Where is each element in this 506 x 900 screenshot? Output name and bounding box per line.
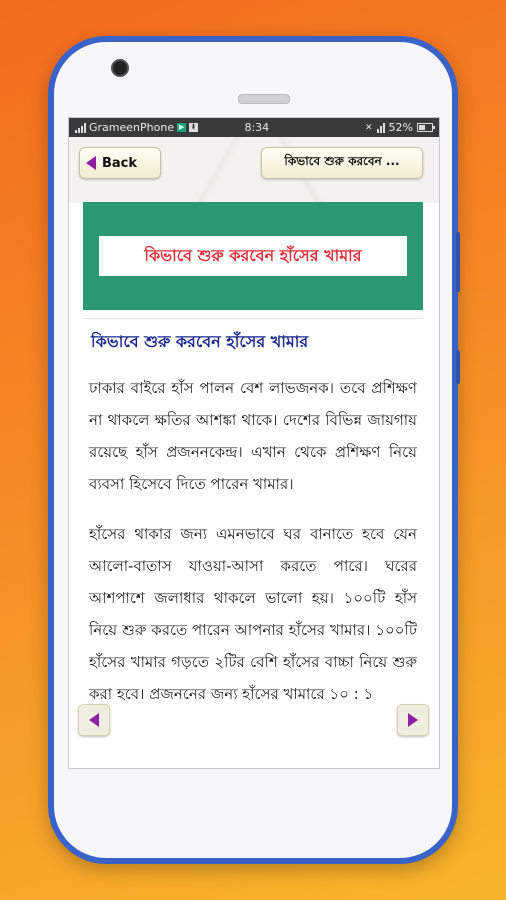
mute-icon: ✕: [365, 122, 373, 133]
status-time: 8:34: [244, 121, 270, 134]
article-body: [89, 372, 417, 728]
next-arrow-icon: [408, 713, 418, 727]
app-screen: [68, 117, 440, 769]
title-banner: [83, 202, 423, 310]
notification-icon: ▶: [178, 123, 185, 131]
banner-title: কিভাবে শুরু করবেন হাঁসের খামার: [99, 236, 407, 276]
carrier-name: GrameenPhone: [89, 121, 175, 134]
previous-page-button[interactable]: [78, 704, 110, 736]
paragraph: হাঁসের থাকার জন্য এমনভাবে ঘর বানাতে হবে যেন আলো-বাতাস যাওয়া-আসা করতে পারে। ঘরের আশপাশে জলাধার থাকলে ভালো হয়। ১০০টি হাঁস নিয়ে শুরু করতে পারেন আপনার হাঁসের খামার। ১০০টি হাঁসের খামার গড়তে ২টির বেশি হাঁসের বাচ্চা নিয়ে শুরু করা হবে। প্রজননের জন্য হাঁসের খামারে ১০ : ১: [89, 525, 417, 703]
app-toolbar: [69, 137, 439, 203]
chapter-title-button[interactable]: [261, 147, 423, 179]
battery-percent: 52%: [388, 121, 413, 134]
front-camera: [111, 59, 129, 77]
volume-button: [456, 232, 460, 292]
signal-icon: [75, 123, 86, 133]
next-page-button[interactable]: [397, 704, 429, 736]
previous-arrow-icon: [89, 713, 99, 727]
back-label: Back: [102, 155, 138, 171]
divider: [83, 318, 423, 319]
battery-icon: [417, 123, 433, 132]
back-arrow-icon: [86, 156, 96, 170]
status-bar: [69, 118, 439, 137]
download-icon: ⬇: [190, 123, 197, 131]
wifi-signal-icon: [377, 123, 385, 133]
chapter-title-label: কিভাবে শুরু করবেন ...: [284, 154, 400, 168]
power-button: [456, 350, 460, 384]
paragraph: ঢাকার বাইরে হাঁস পালন বেশ লাভজনক। তবে প্রশিক্ষণ না থাকলে ক্ষতির আশঙ্কা থাকে। দেশের বিভিন্ন জায়গায় রয়েছে হাঁস প্রজননকেন্দ্র। এখান থেকে প্রশিক্ষণ নিয়ে ব্যবসা হিসেবে দিতে পারেন খামার।: [89, 379, 417, 493]
article-heading: কিভাবে শুরু করবেন হাঁসের খামার: [91, 332, 309, 351]
earpiece-speaker: [238, 94, 290, 104]
back-button[interactable]: [79, 147, 161, 179]
